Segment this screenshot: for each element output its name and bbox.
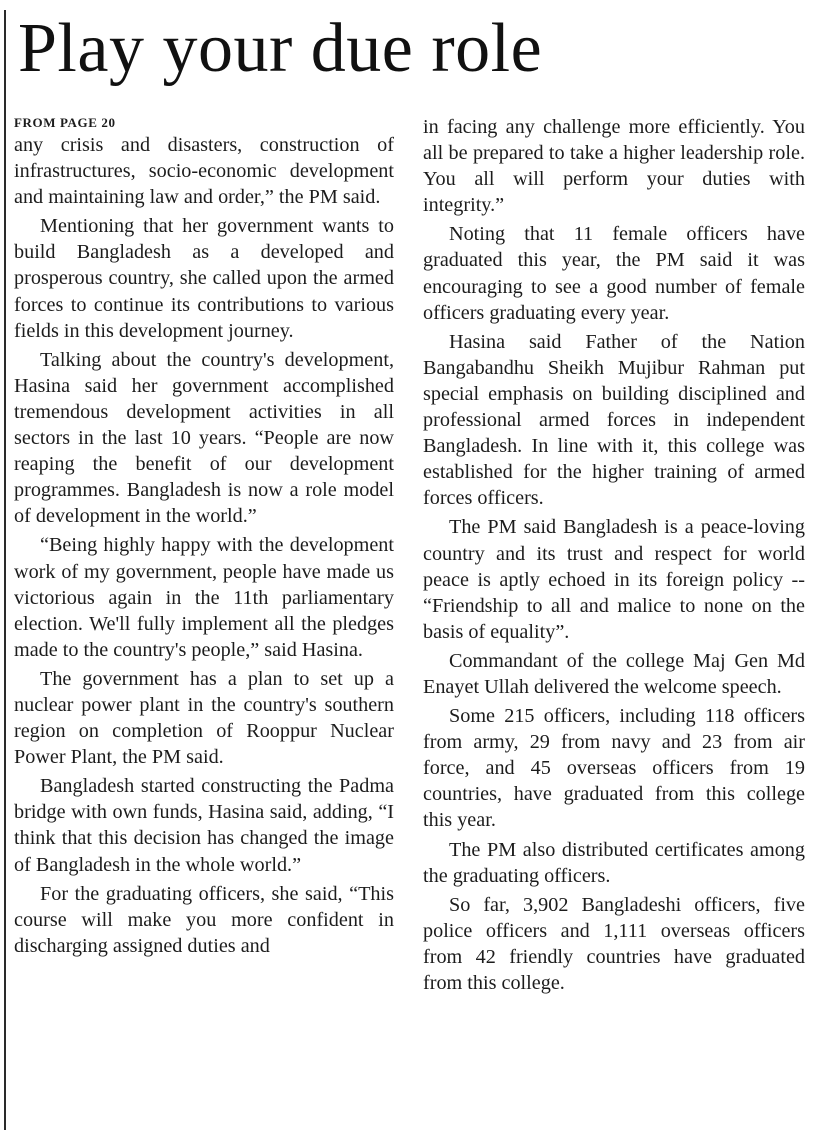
paragraph: “Being highly happy with the development work of my government, people have made us victorious again in the 11th parliamentary election. We'll fully implement all the pledges made to the country's people,” said Hasina.: [14, 534, 394, 661]
right-column: [423, 114, 805, 999]
column-rule: [4, 10, 6, 1130]
paragraph: Mentioning that her government wants to build Bangladesh as a developed and prosperous country, she called upon the armed forces to continue its contributions to various fields in this development journey.: [14, 215, 394, 342]
headline: Play your due role: [18, 10, 543, 87]
continued-from-kicker: FROM PAGE 20: [14, 115, 116, 130]
paragraph: The PM said Bangladesh is a peace-loving country and its trust and respect for world peace is aptly echoed in its foreign policy -- “Friendship to all and malice to none on the basis of equality”.: [423, 516, 805, 643]
paragraph: Bangladesh started constructing the Padma bridge with own funds, Hasina said, adding, “I think that this decision has changed the image of Bangladesh in the whole world.”: [14, 775, 394, 876]
paragraph: The PM also distributed certificates among the graduating officers.: [423, 838, 805, 887]
paragraph: Some 215 officers, including 118 officers from army, 29 from navy and 23 from air force, and 45 overseas officers from 19 countries, have graduated from this college this year.: [423, 705, 805, 832]
paragraph: in facing any challenge more efficiently. You all be prepared to take a higher leadership role. You all will perform your duties with integrity.”: [423, 116, 805, 217]
paragraph: The government has a plan to set up a nuclear power plant in the country's southern region on completion of Rooppur Nuclear Power Plant, the PM said.: [14, 667, 394, 769]
paragraph: any crisis and disasters, construction of infrastructures, socio-economic development and maintaining law and order,” the PM said.: [14, 134, 394, 209]
paragraph: Commandant of the college Maj Gen Md Enayet Ullah delivered the welcome speech.: [423, 649, 805, 698]
left-column: [14, 114, 394, 962]
paragraph: So far, 3,902 Bangladeshi officers, five police officers and 1,111 overseas officers from 42 friendly countries have graduated from this college.: [423, 893, 805, 994]
paragraph: Talking about the country's development, Hasina said her government accomplished tremendous development activities in all sectors in the last 10 years. “People are now reaping the benefit of our development programmes. Bangladesh is now a role model of development in the world.”: [14, 348, 394, 528]
paragraph: For the graduating officers, she said, “This course will make you more confident in discharging assigned duties and: [14, 882, 394, 957]
paragraph: Noting that 11 female officers have graduated this year, the PM said it was encouraging to see a good number of female officers graduating every year.: [423, 223, 805, 324]
paragraph: Hasina said Father of the Nation Bangabandhu Sheikh Mujibur Rahman put special emphasis on building disciplined and professional armed forces in independent Bangladesh. In line with it, this college was established for the higher training of armed forces officers.: [423, 330, 805, 510]
